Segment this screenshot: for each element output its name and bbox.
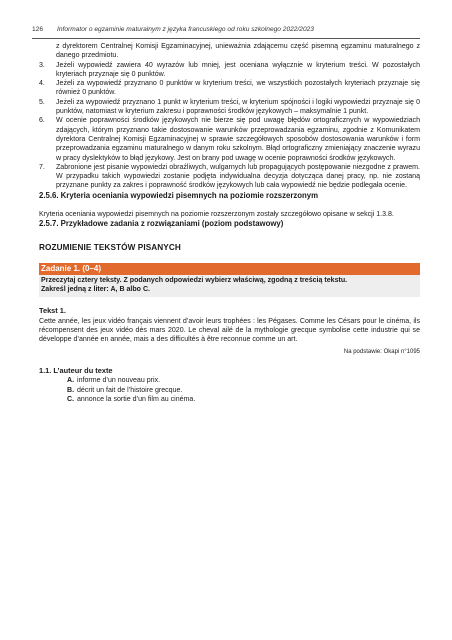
continuation-text: z dyrektorem Centralnej Komisji Egzaminacyjnej, unieważnia zdającemu część pisemną egzaminu maturalnego z danego przedmiotu. bbox=[56, 43, 420, 60]
page-number: 126 bbox=[32, 26, 44, 33]
rule-item: 4. Jeżeli za wypowiedź przyznano 0 punktów w kryterium treści, we wszystkich pozostałych kryteriach przyznaje się również 0 punktów. bbox=[39, 80, 420, 97]
part-heading: ROZUMIENIE TEKSTÓW PISANYCH bbox=[39, 242, 181, 252]
text-title: Tekst 1. bbox=[39, 305, 66, 315]
rules-list bbox=[39, 61, 420, 191]
rule-item: 5. Jeżeli za wypowiedź przyznano 1 punkt w kryterium treści, w kryterium spójności i logiki wypowiedzi przyznaje się 0 punktów, natomiast w kryterium zakresu i poprawności środków językowych – maksymalnie 1 punkt. bbox=[39, 98, 420, 116]
header-rule bbox=[32, 38, 420, 39]
rule-item: 3. Jeżeli wypowiedź zawiera 40 wyrazów lub mniej, jest oceniana wyłącznie w kryterium treści. W pozostałych kryteriach przyznaje się 0 punktów. bbox=[39, 61, 420, 78]
instruction-line: Przeczytaj cztery teksty. Z podanych odpowiedzi wybierz właściwą, zgodną z treścią tekstu. bbox=[41, 276, 348, 284]
answer-option[interactable]: A. informe d’un nouveau prix. bbox=[67, 377, 161, 385]
instruction-line: Zakreśl jedną z liter: A, B albo C. bbox=[41, 286, 150, 294]
page-header bbox=[32, 26, 420, 33]
header-title: Informator o egzaminie maturalnym z języka francuskiego od roku szkolnego 2022/2023 bbox=[57, 26, 314, 33]
section-heading-257: 2.5.7. Przykładowe zadania z rozwiązaniami (poziom podstawowy) bbox=[39, 219, 284, 229]
answer-option[interactable]: C. annonce la sortie d’un film au cinéma. bbox=[67, 395, 196, 403]
answer-option[interactable]: B. décrit un fait de l’histoire grecque. bbox=[67, 386, 183, 394]
task-label: Zadanie 1. (0–4) bbox=[39, 263, 420, 275]
section-heading-256: 2.5.6. Kryteria oceniania wypowiedzi pisemnych na poziomie rozszerzonym bbox=[39, 190, 319, 200]
page-content bbox=[39, 42, 420, 404]
task-instruction bbox=[39, 275, 420, 297]
text-source: Na podstawie: Okapi n°1095 bbox=[343, 348, 420, 355]
rule-item: 6. W ocenie poprawności środków językowych nie bierze się pod uwagę błędów ortograficznych w wypowiedziach zdających, którym przyznano takie dostosowanie warunków przeprowadzania egzaminu, zgodnie z Komunikatem dyrektora Centralnej Komisji Egzaminacyjnej w sprawie szczegółowych sposobów dostosowania warunków i form przeprowadzania egzaminu maturalnego w danym roku szkolnym. Błąd ortograficzny zmieniający znaczenie wyrazu w pracy dyslektyków to błąd językowy. Jest on brany pod uwagę w ocenie poprawności środków językowych. bbox=[39, 117, 420, 162]
rule-item: 7. Zabronione jest pisanie wypowiedzi obraźliwych, wulgarnych lub propagujących postępowanie niezgodne z prawem. W przypadku takich wypowiedzi zostanie podjęta indywidualna decyzja dotycząca danej pracy, np. nie zostaną przyznane punkty za zakres i poprawność środków językowych lub cała wypowiedź nie będzie podlegała ocenie. bbox=[39, 163, 420, 190]
question-label: 1.1. L’auteur du texte bbox=[39, 366, 113, 376]
text-body: Cette année, les jeux vidéo français viennent d’avoir leurs trophées : les Pégases. Comme les Césars pour le cinéma, ils récompensent des jeux vidéo dès mars 2020. Le cheval ailé de la mythologie grecque symbolise cette industrie qui se développe d’année en année, mais a des difficultés à être reconnue comme un art. bbox=[39, 317, 420, 344]
answer-options bbox=[67, 376, 420, 404]
section-256-text: Kryteria oceniania wypowiedzi pisemnych na poziomie rozszerzonym zostały szczegółowo opisane w sekcji 1.3.8. bbox=[39, 211, 394, 219]
